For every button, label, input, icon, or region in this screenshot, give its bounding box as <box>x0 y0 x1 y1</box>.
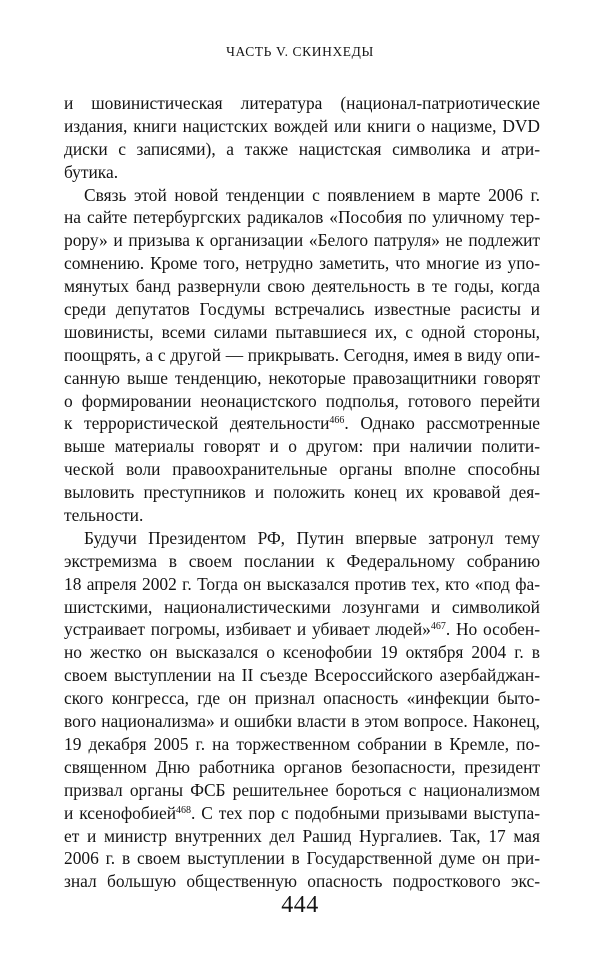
text-line <box>64 435 540 458</box>
line-text-continuation: . С тех пор с подобными призывами выступа- <box>191 802 540 823</box>
text-line <box>64 596 540 619</box>
body-text <box>64 92 540 893</box>
text-line <box>64 618 540 641</box>
page-number: 444 <box>281 892 319 918</box>
text-line <box>64 550 540 573</box>
text-line <box>64 252 540 275</box>
text-line <box>64 802 540 825</box>
text-line <box>64 664 540 687</box>
line-text: о формировании неонацистского подполья, готового перейти <box>64 390 540 411</box>
text-line <box>64 527 540 550</box>
line-text: 18 апреля 2002 г. Тогда он высказался против тех, кто «под фа- <box>64 573 540 594</box>
line-text: издания, книги нацистских вождей или книги о нацизме, DVD <box>64 115 540 136</box>
text-line <box>64 641 540 664</box>
line-text: своем выступлении на II съезде Всероссийского азербайджан- <box>64 665 540 686</box>
text-line <box>64 504 540 527</box>
text-line <box>64 779 540 802</box>
line-text: ческой воли правоохранительные органы вполне способны <box>64 459 540 480</box>
footnote-marker: 467 <box>430 621 446 633</box>
line-text: Связь этой новой тенденции с появлением в марте 2006 г. <box>84 184 540 205</box>
text-line <box>64 710 540 733</box>
text-line <box>64 367 540 390</box>
text-line <box>64 184 540 207</box>
line-text: шистскими, националистическими лозунгами и символикой <box>64 596 540 617</box>
line-text: знал большую общественную опасность подросткового экс- <box>64 871 540 892</box>
footnote-marker: 468 <box>176 804 192 816</box>
line-text: диски с записями), а также нацистская символика и атри- <box>64 138 540 159</box>
line-text: призвал органы ФСБ решительнее бороться с национализмом <box>64 779 540 800</box>
text-line <box>64 733 540 756</box>
line-text: ского конгресса, где он признал опасность «инфекции быто- <box>64 688 540 709</box>
line-text: поощрять, а с другой — прикрывать. Сегодня, имея в виду опи- <box>64 344 540 365</box>
line-text: 2006 г. в своем выступлении в Государственной думе он при- <box>64 848 540 869</box>
text-line <box>64 390 540 413</box>
text-line <box>64 206 540 229</box>
text-line <box>64 115 540 138</box>
line-text: на сайте петербургских радикалов «Пособия по уличному тер- <box>64 207 540 228</box>
text-line <box>64 458 540 481</box>
line-text: шовинисты, всеми силами пытавшиеся их, с одной стороны, <box>64 321 540 342</box>
line-text: священном Дню работника органов безопасности, президент <box>64 756 540 777</box>
text-line <box>64 275 540 298</box>
text-line <box>64 687 540 710</box>
line-text: и шовинистическая литература (национал-патриотические <box>64 93 540 113</box>
text-line <box>64 298 540 321</box>
text-line <box>64 138 540 161</box>
line-text: сомнению. Кроме того, нетрудно заметить, что многие из упо- <box>64 253 540 274</box>
running-header: ЧАСТЬ V. СКИНХЕДЫ <box>226 44 374 59</box>
line-text: вого национализма» и ошибки власти в этом вопросе. Наконец, <box>64 711 540 732</box>
text-line <box>64 412 540 435</box>
line-text: 19 декабря 2005 г. на торжественном собрании в Кремле, по- <box>64 733 540 754</box>
line-text: к террористической деятельности <box>64 413 330 434</box>
text-line <box>64 573 540 596</box>
line-text: экстремизма в своем послании к Федеральному собранию <box>64 550 540 571</box>
text-line <box>64 92 540 115</box>
line-text: среди депутатов Госдумы встречались известные расисты и <box>64 299 540 320</box>
line-text: санную выше тенденцию, некоторые правозащитники говорят <box>64 367 540 388</box>
text-line <box>64 229 540 252</box>
text-line <box>64 847 540 870</box>
line-text-continuation: . Но особен- <box>445 619 540 640</box>
line-text-continuation: . Однако рассмотренные <box>344 413 540 434</box>
line-text: ет и министр внутренних дел Рашид Нургалиев. Так, 17 мая <box>64 825 540 846</box>
footnote-marker: 466 <box>329 415 345 427</box>
text-line <box>64 481 540 504</box>
line-text: бутика. <box>64 161 119 182</box>
text-line <box>64 344 540 367</box>
text-line <box>64 870 540 893</box>
line-text: тельности. <box>64 505 144 526</box>
line-text: Будучи Президентом РФ, Путин впервые затронул тему <box>84 527 540 548</box>
line-text: выловить преступников и положить конец их кровавой дея- <box>64 482 540 503</box>
line-text: мянутых банд развернули свою деятельность в те годы, когда <box>64 276 540 297</box>
text-line <box>64 825 540 848</box>
line-text: рору» и призыва к организации «Белого патруля» не подлежит <box>64 230 540 251</box>
text-line <box>64 161 540 184</box>
text-line <box>64 321 540 344</box>
line-text: но жестко он высказался о ксенофобии 19 октября 2004 г. в <box>64 642 540 663</box>
line-text: и ксенофобией <box>64 802 177 823</box>
text-line <box>64 756 540 779</box>
line-text: выше материалы говорят и о другом: при наличии полити- <box>64 436 540 457</box>
line-text: устраивает погромы, избивает и убивает людей» <box>64 619 431 640</box>
